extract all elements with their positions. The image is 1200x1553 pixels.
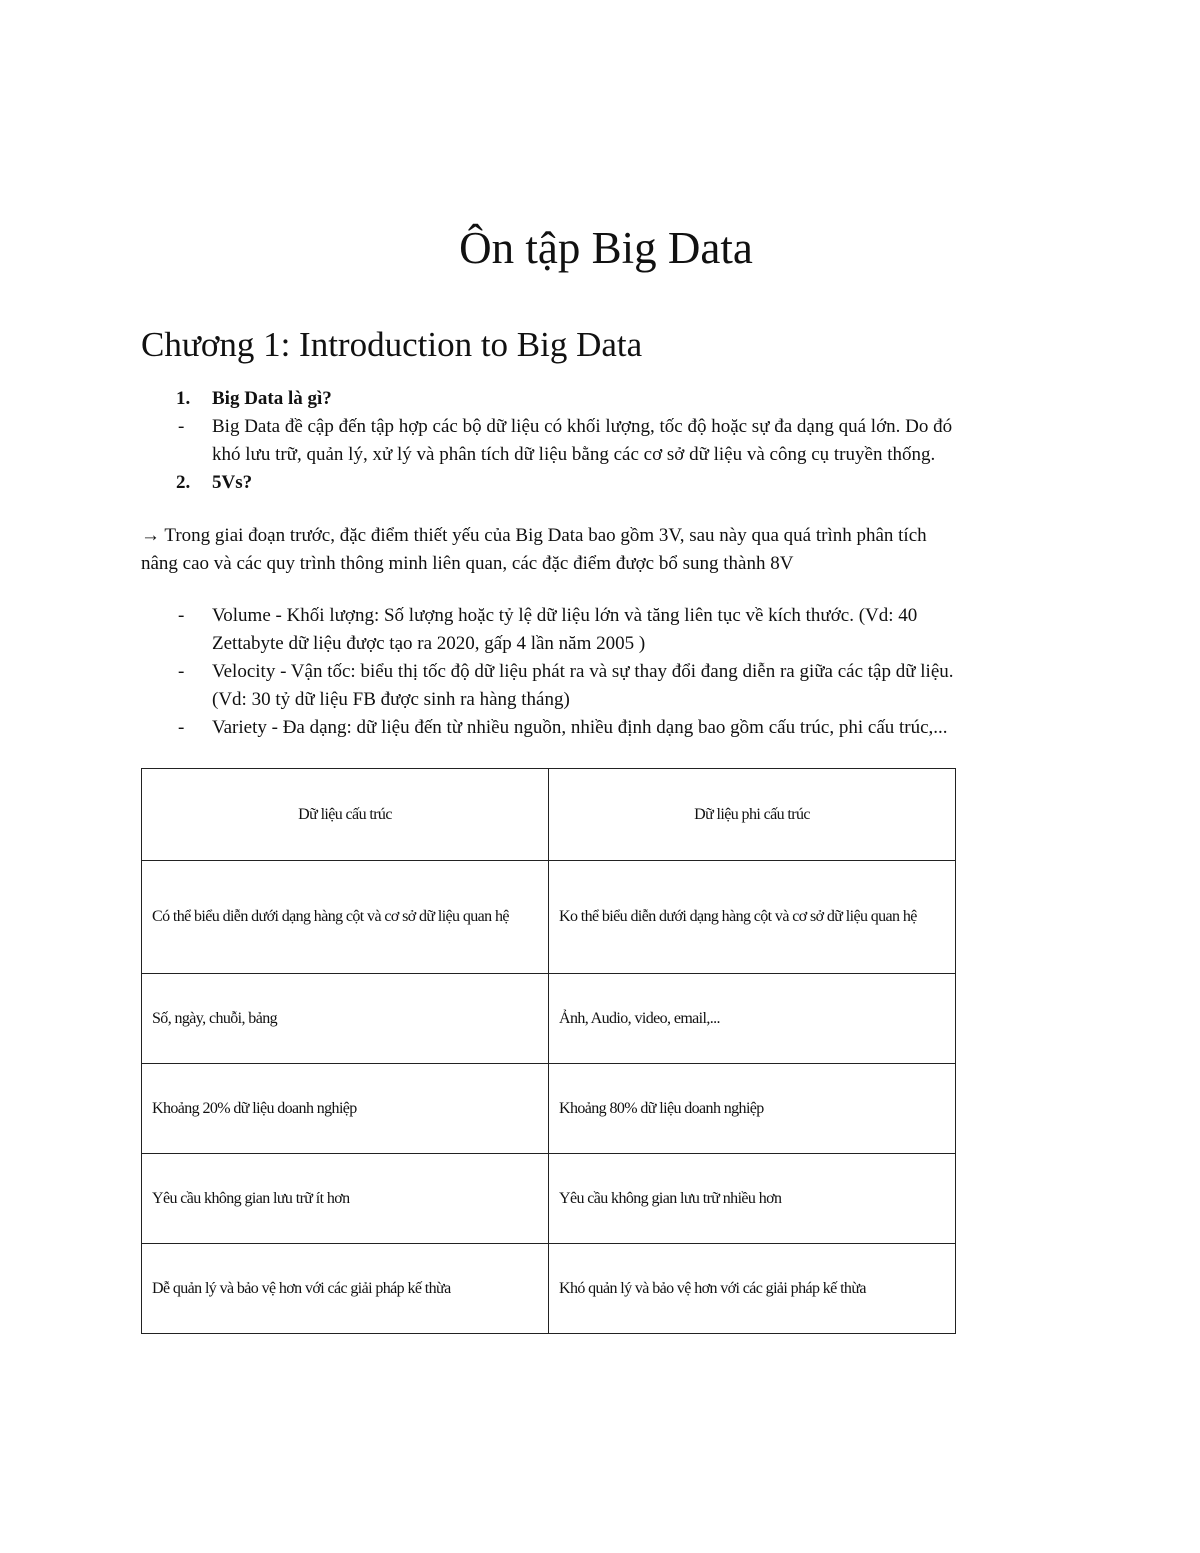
section-1-text-line-2: khó lưu trữ, quản lý, xử lý và phân tích dữ liệu bằng các cơ sở dữ liệu và công cụ truyền thống. <box>212 444 936 465</box>
table-cell: Khoảng 80% dữ liệu doanh nghiệp <box>549 1064 956 1154</box>
volume-line-1: Volume - Khối lượng: Số lượng hoặc tỷ lệ dữ liệu lớn và tăng liên tục về kích thước. (Vd: 40 <box>212 605 918 626</box>
intro-paragraph-line-2: nâng cao và các quy trình thông minh liên quan, các đặc điểm được bổ sung thành 8V <box>141 553 794 574</box>
table-row <box>142 861 956 974</box>
section-1-number: 1. <box>176 388 191 409</box>
section-1-bullet: - <box>178 416 185 437</box>
header-structured-data: Dữ liệu cấu trúc <box>142 769 549 861</box>
table-row <box>142 1154 956 1244</box>
table-cell: Có thể biểu diễn dưới dạng hàng cột và cơ sở dữ liệu quan hệ <box>142 861 549 974</box>
volume-line-2: Zettabyte dữ liệu được tạo ra 2020, gấp 4 lần năm 2005 ) <box>212 633 646 654</box>
section-2-heading: 5Vs? <box>212 472 253 493</box>
table-cell: Số, ngày, chuỗi, bảng <box>142 974 549 1064</box>
table-row <box>142 1244 956 1334</box>
velocity-line-1: Velocity - Vận tốc: biểu thị tốc độ dữ liệu phát ra và sự thay đổi đang diễn ra giữa các tập dữ liệu. <box>212 661 954 682</box>
table-cell: Ảnh, Audio, video, email,... <box>549 974 956 1064</box>
table-cell: Khó quản lý và bảo vệ hơn với các giải pháp kế thừa <box>549 1244 956 1334</box>
comparison-table <box>141 768 956 1334</box>
intro-paragraph-line-1: → Trong giai đoạn trước, đặc điểm thiết yếu của Big Data bao gồm 3V, sau này qua quá trình phân tích <box>141 525 927 546</box>
variety-line-1: Variety - Đa dạng: dữ liệu đến từ nhiều nguồn, nhiều định dạng bao gồm cấu trúc, phi cấu trúc,... <box>212 717 948 738</box>
velocity-bullet: - <box>178 661 185 682</box>
section-1-heading: Big Data là gì? <box>212 388 332 409</box>
table-row <box>142 974 956 1064</box>
header-unstructured-data: Dữ liệu phi cấu trúc <box>549 769 956 861</box>
velocity-line-2: (Vd: 30 tỷ dữ liệu FB được sinh ra hàng tháng) <box>212 689 570 710</box>
table-cell: Yêu cầu không gian lưu trữ ít hơn <box>142 1154 549 1244</box>
table-cell: Ko thể biểu diễn dưới dạng hàng cột và cơ sở dữ liệu quan hệ <box>549 861 956 974</box>
chapter-heading: Chương 1: Introduction to Big Data <box>141 325 643 364</box>
table-cell: Khoảng 20% dữ liệu doanh nghiệp <box>142 1064 549 1154</box>
table-header-row <box>142 769 956 861</box>
section-2-number: 2. <box>176 472 191 493</box>
volume-bullet: - <box>178 605 185 626</box>
table-row <box>142 1064 956 1154</box>
section-1-text-line-1: Big Data đề cập đến tập hợp các bộ dữ liệu có khối lượng, tốc độ hoặc sự đa dạng quá lớn. Do đó <box>212 416 953 437</box>
table-cell: Yêu cầu không gian lưu trữ nhiều hơn <box>549 1154 956 1244</box>
variety-bullet: - <box>178 717 185 738</box>
document-title: Ôn tập Big Data <box>459 223 753 273</box>
table-cell: Dễ quản lý và bảo vệ hơn với các giải pháp kế thừa <box>142 1244 549 1334</box>
